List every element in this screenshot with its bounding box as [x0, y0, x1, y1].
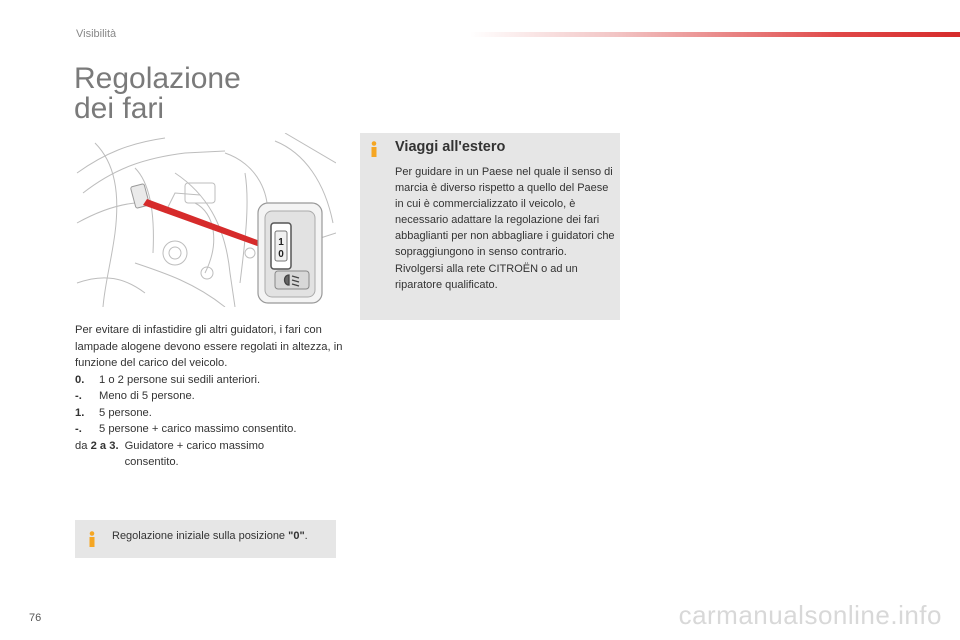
info-box-travel-abroad [360, 133, 620, 320]
position-key: 1. [75, 406, 85, 419]
position-text: 5 persone + carico massimo consentito. [99, 423, 297, 435]
info-icon [87, 531, 97, 547]
position-key: 0. [75, 373, 85, 386]
position-text: Guidatore + carico massimo consentito. [124, 439, 265, 468]
position-text: 5 persone. [99, 406, 152, 419]
range-value: 2 a 3. [90, 439, 119, 452]
list-item [75, 388, 345, 405]
watermark: carmanualsonline.info [678, 600, 942, 630]
list-item [75, 421, 345, 438]
dashboard-drawing [75, 133, 336, 307]
page-title [74, 64, 241, 124]
intro-section [75, 322, 345, 471]
note-text-main: Regolazione iniziale sulla posizione [112, 530, 289, 542]
info-box-text: Per guidare in un Paese nel quale il senso di marcia è diverso rispetto a quello del Paese in cui è commercializzato il veicolo, è necessario adattare la regolazione dei fari abbaglianti per non abbagliare i guidatori che sopraggiungono in senso contrario. Rivolgersi alla rete CITROËN o ad un riparatore qualificato. [395, 166, 615, 291]
info-box-title: Viaggi all'estero [395, 139, 506, 155]
dial-label-top: 1 [278, 237, 284, 248]
position-text: Meno di 5 persone. [99, 390, 195, 402]
title-line-1: Regolazione [74, 62, 241, 95]
header-accent-bar [470, 32, 960, 37]
note-value: "0" [288, 530, 305, 542]
dial-label-bottom: 0 [278, 249, 284, 260]
list-item [75, 438, 345, 471]
intro-paragraph: Per evitare di infastidire gli altri guidatori, i fari con lampade alogene devono essere regolati in altezza, in funzione del carico del veicolo. [75, 324, 343, 369]
page-number: 76 [29, 612, 42, 624]
note-text [112, 530, 308, 542]
range-prefix: da [75, 439, 88, 452]
headlamp-adjuster-illustration [75, 133, 336, 307]
title-line-2: dei fari [74, 92, 165, 125]
list-item [75, 405, 345, 422]
position-key: -. [75, 390, 82, 402]
note-suffix: . [304, 530, 308, 542]
position-key-range [75, 438, 119, 471]
position-key: -. [75, 423, 82, 435]
info-icon [369, 141, 379, 157]
info-note-initial-setting [75, 520, 336, 558]
list-item [75, 372, 345, 389]
section-header: Visibilità [76, 28, 117, 40]
position-text: 1 o 2 persone sui sedili anteriori. [99, 373, 261, 386]
